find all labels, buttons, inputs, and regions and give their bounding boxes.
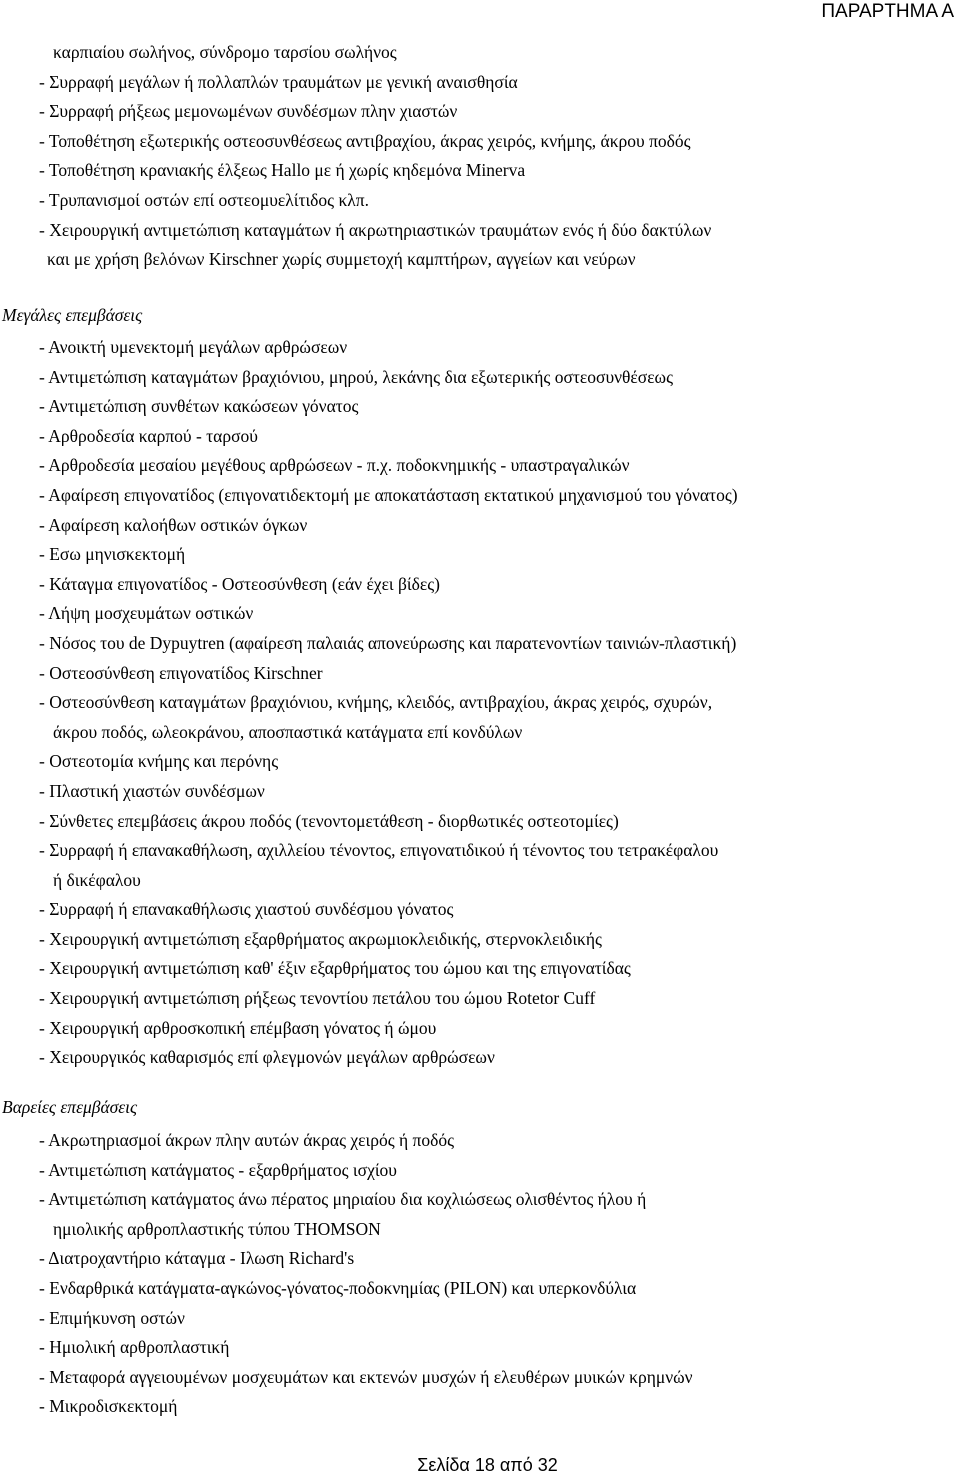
section-heading-heavy: Βαρείες επεμβάσεις	[2, 1097, 138, 1117]
list-item: - Οστεοσύνθεση επιγονατίδος Kirschner	[39, 662, 323, 683]
list-item: - Ανοικτή υμενεκτομή μεγάλων αρθρώσεων	[39, 337, 348, 357]
list-item: ημιολικής αρθροπλαστικής τύπου THOMSON	[53, 1218, 381, 1239]
list-item: - Χειρουργική αντιμετώπιση καθ' έξιν εξαρθρήματος του ώμου και της επιγονατίδας	[39, 958, 631, 979]
list-item: - Συρραφή ή επανακαθήλωσις χιαστού συνδέσμου γόνατος	[39, 899, 454, 920]
list-item: - Σύνθετες επεμβάσεις άκρου ποδός (τενοντομετάθεση - διορθωτικές οστεοτομίες)	[39, 810, 619, 831]
list-item: - Τοποθέτηση κρανιακής έλξεως Hallo με ή χωρίς κηδεμόνα Minerva	[39, 160, 526, 181]
page-number: Σελίδα 18 από 32	[417, 1455, 558, 1475]
list-item: - Νόσος του de Dypuytren (αφαίρεση παλαιάς απονεύρωσης και παρατενοντίων ταινιών-πλαστική)	[39, 632, 737, 653]
continued-list	[0, 38, 960, 275]
list-item: - Μικροδισκεκτομή	[39, 1396, 178, 1417]
list-item: - Ενδαρθρικά κατάγματα-αγκώνος-γόνατος-ποδοκνημίας (PILON) και υπερκονδύλια	[39, 1277, 637, 1298]
list-item: - Κάταγμα επιγονατίδος - Οστεοσύνθεση (εάν έχει βίδες)	[39, 573, 440, 594]
heavy-procedures-list	[0, 1126, 960, 1422]
list-item: - Αντιμετώπιση καταγμάτων βραχιόνιου, μηρού, λεκάνης δια εξωτερικής οστεοσυνθέσεως	[39, 366, 674, 387]
list-item: - Χειρουργική αντιμετώπιση καταγμάτων ή ακρωτηριαστικών τραυμάτων ενός ή δύο δακτύλων	[39, 219, 712, 240]
list-item: - Χειρουργική αντιμετώπιση εξαρθρήματος ακρωμιοκλειδικής, στερνοκλειδικής	[39, 928, 602, 949]
list-item: - Πλαστική χιαστών συνδέσμων	[39, 780, 265, 801]
list-item: - Λήψη μοσχευμάτων οστικών	[39, 603, 254, 624]
list-item: - Μεταφορά αγγειουμένων μοσχευμάτων και εκτενών μυσχών ή ελευθέρων μυικών κρημνών	[39, 1366, 693, 1387]
list-item: - Συρραφή μεγάλων ή πολλαπλών τραυμάτων με γενική αναισθησία	[39, 71, 518, 92]
list-item: - Αρθροδεσία μεσαίου μεγέθους αρθρώσεων - π.χ. ποδοκνημικής - υπαστραγαλικών	[39, 455, 630, 476]
list-item: - Αντιμετώπιση συνθέτων κακώσεων γόνατος	[39, 396, 359, 417]
list-item: - Τρυπανισμοί οστών επί οστεομυελίτιδος κλπ.	[39, 189, 369, 210]
list-item: - Αφαίρεση καλοήθων οστικών όγκων	[39, 514, 308, 535]
list-item: - Ακρωτηριασμοί άκρων πλην αυτών άκρας χειρός ή ποδός	[39, 1130, 455, 1150]
appendix-header: ΠΑΡΑΡΤΗΜΑ Α	[821, 1, 954, 22]
list-item: άκρου ποδός, ωλεοκράνου, αποσπαστικά κατάγματα επί κονδύλων	[53, 721, 523, 742]
list-item: - Αρθροδεσία καρπού - ταρσού	[39, 425, 258, 446]
section-heading-major: Μεγάλες επεμβάσεις	[2, 305, 143, 325]
list-item: - Συρραφή ή επανακαθήλωση, αχιλλείου τένοντος, επιγονατιδικού ή τένοντος του τετρακέφαλου	[39, 840, 719, 861]
list-item: - Αντιμετώπιση κατάγματος - εξαρθρήματος ισχίου	[39, 1159, 397, 1180]
list-item: - Οστεοτομία κνήμης και περόνης	[39, 751, 279, 772]
list-item: - Χειρουργική αντιμετώπιση ρήξεως τενοντίου πετάλου του ώμου Rotetor Cuff	[39, 988, 596, 1009]
list-item: - Χειρουργικός καθαρισμός επί φλεγμονών μεγάλων αρθρώσεων	[39, 1047, 495, 1068]
list-item: - Αντιμετώπιση κατάγματος άνω πέρατος μηριαίου δια κοχλιώσεως ολισθέντος ήλου ή	[39, 1189, 647, 1210]
list-item: και με χρήση βελόνων Kirschner χωρίς συμμετοχή καμπτήρων, αγγείων και νεύρων	[47, 249, 636, 270]
list-item: - Διατροχαντήριο κάταγμα - Ιλωση Richard's	[39, 1248, 355, 1269]
list-item: - Χειρουργική αρθροσκοπική επέμβαση γόνατος ή ώμου	[39, 1017, 437, 1038]
list-item: - Τοποθέτηση εξωτερικής οστεοσυνθέσεως αντιβραχίου, άκρας χειρός, κνήμης, άκρου ποδός	[39, 130, 691, 151]
major-procedures-list	[0, 333, 960, 1073]
list-item: - Οστεοσύνθεση καταγμάτων βραχιόνιου, κνήμης, κλειδός, αντιβραχίου, άκρας χειρός, σχυρών,	[39, 692, 713, 713]
list-item: - Συρραφή ρήξεως μεμονωμένων συνδέσμων πλην χιαστών	[39, 101, 458, 122]
list-item: καρπιαίου σωλήνος, σύνδρομο ταρσίου σωλήνος	[53, 42, 397, 62]
list-item: - Επιμήκυνση οστών	[39, 1307, 185, 1328]
list-item: ή δικέφαλου	[53, 869, 141, 890]
list-item: - Αφαίρεση επιγονατίδος (επιγονατιδεκτομή με αποκατάσταση εκτατικού μηχανισμού του γόνατος)	[39, 484, 738, 505]
list-item: - Ημιολική αρθροπλαστική	[39, 1337, 230, 1358]
list-item: - Εσω μηνισκεκτομή	[39, 544, 186, 565]
